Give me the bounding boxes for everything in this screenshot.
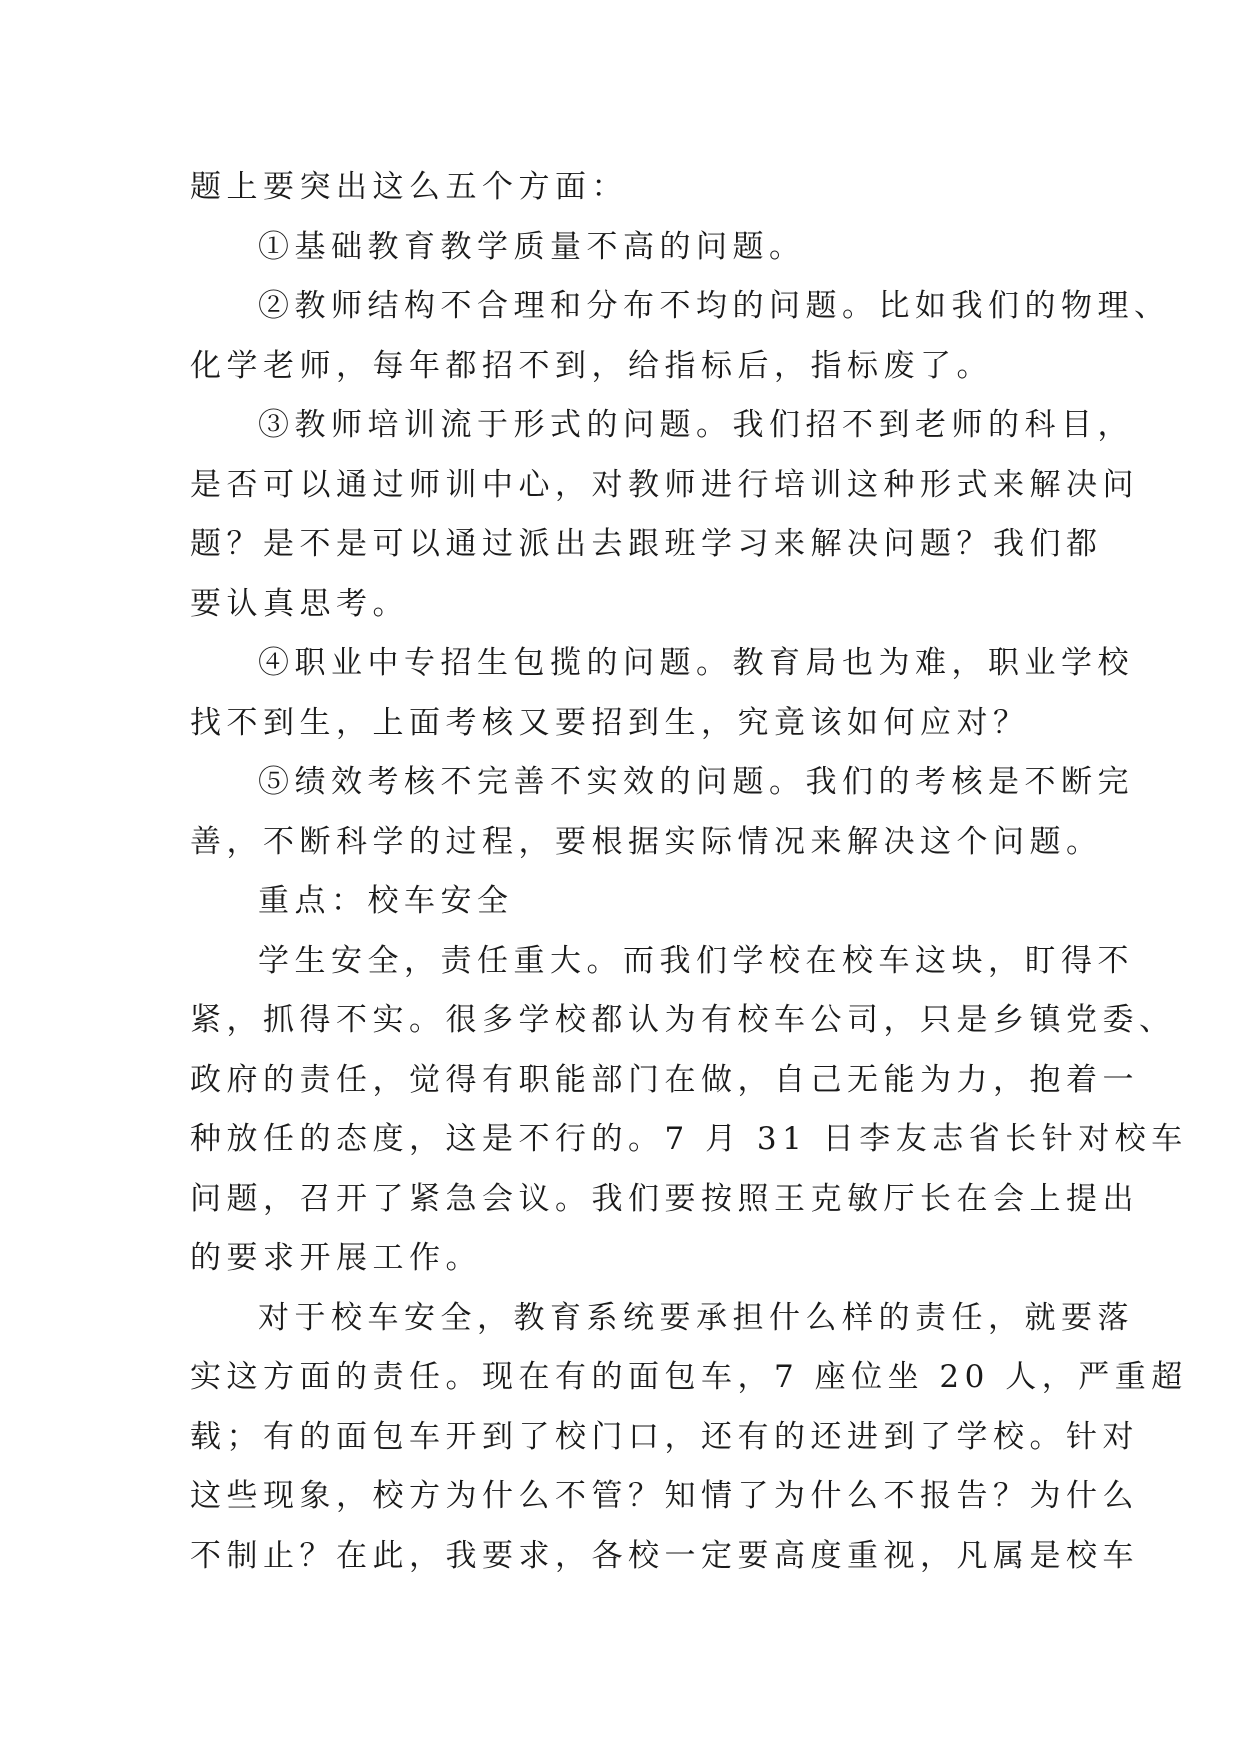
- text-line: 问题，召开了紧急会议。我们要按照王克敏厅长在会上提出: [190, 1180, 1139, 1217]
- text-line: 载；有的面包车开到了校门口，还有的还进到了学校。针对: [190, 1418, 1139, 1455]
- text-line: 对于校车安全，教育系统要承担什么样的责任，就要落: [258, 1299, 1134, 1336]
- text-line: 是否可以通过师训中心，对教师进行培训这种形式来解决问: [190, 466, 1139, 503]
- text-line: ②教师结构不合理和分布不均的问题。比如我们的物理、: [258, 288, 1171, 324]
- text-line: 题上要突出这么五个方面：: [190, 169, 628, 205]
- text-line: 善，不断科学的过程，要根据实际情况来解决这个问题。: [190, 823, 1103, 860]
- text-line: 化学老师，每年都招不到，给指标后，指标废了。: [190, 347, 993, 384]
- text-line: ④职业中专招生包揽的问题。教育局也为难，职业学校: [258, 645, 1134, 681]
- text-line: 政府的责任，觉得有职能部门在做，自己无能为力，抱着一: [190, 1061, 1139, 1098]
- text-line: 不制止？在此，我要求，各校一定要高度重视，凡属是校车: [190, 1537, 1139, 1574]
- text-line: 这些现象，校方为什么不管？知情了为什么不报告？为什么: [190, 1478, 1139, 1514]
- text-line: ①基础教育教学质量不高的问题。: [258, 228, 806, 265]
- text-line: 紧，抓得不实。很多学校都认为有校车公司，只是乡镇党委、: [190, 1002, 1176, 1038]
- text-line: 找不到生，上面考核又要招到生，究竟该如何应对？: [190, 704, 1030, 741]
- text-line: 的要求开展工作。: [190, 1240, 482, 1276]
- document-body: [190, 158, 1188, 1586]
- text-line: ⑤绩效考核不完善不实效的问题。我们的考核是不断完: [258, 764, 1134, 800]
- text-line: 实这方面的责任。现在有的面包车，7 座位坐 20 人，严重超: [190, 1359, 1188, 1395]
- text-line: ③教师培训流于形式的问题。我们招不到老师的科目，: [258, 407, 1134, 443]
- text-line: 种放任的态度，这是不行的。7 月 31 日李友志省长针对校车: [190, 1121, 1188, 1157]
- text-line: 学生安全，责任重大。而我们学校在校车这块，盯得不: [258, 942, 1134, 979]
- text-line: 题？是不是可以通过派出去跟班学习来解决问题？我们都: [190, 526, 1103, 562]
- section-heading: 重点：校车安全: [258, 883, 514, 919]
- text-line: 要认真思考。: [190, 585, 409, 622]
